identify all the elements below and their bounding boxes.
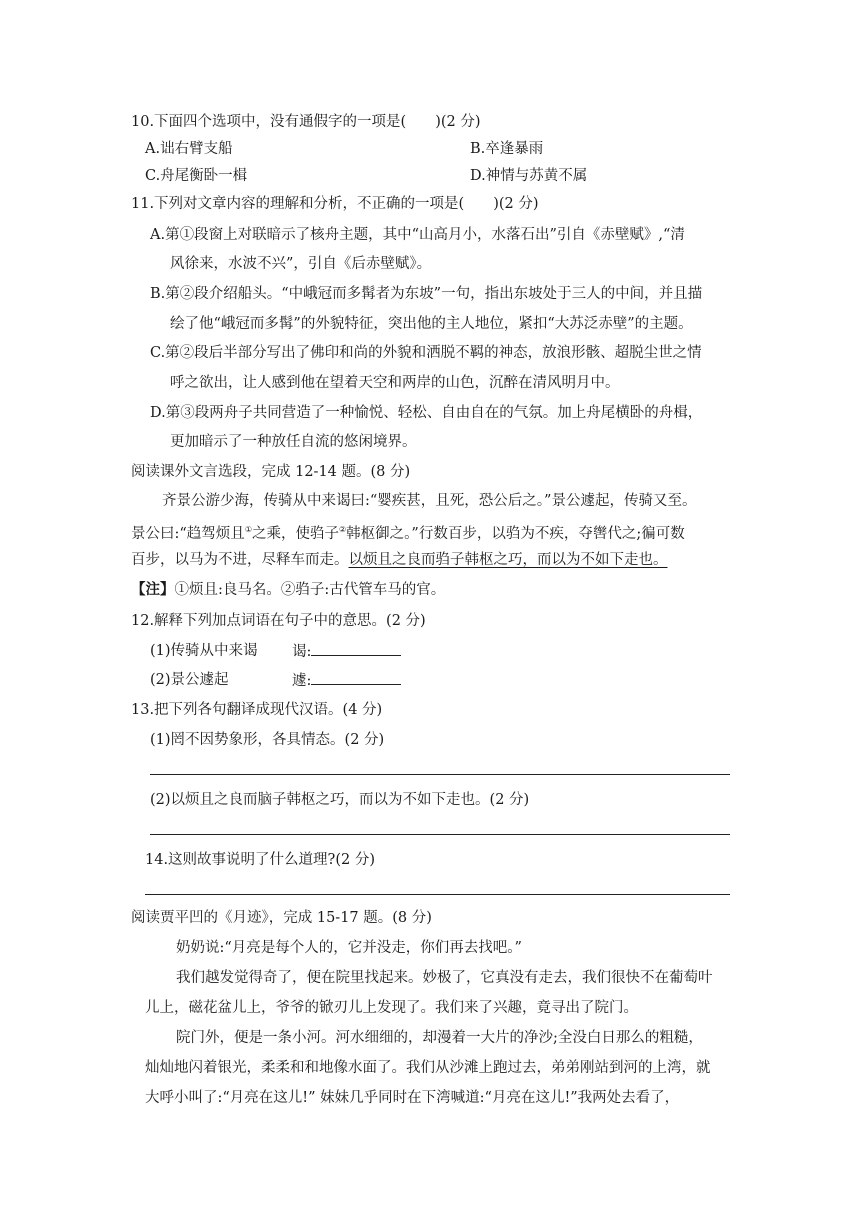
passage3-intro: 阅读贾平凹的《月迹》，完成 15-17 题。(8 分): [131, 910, 432, 926]
q12-answer1-blank[interactable]: [311, 641, 401, 656]
passage2-line2-part2: 之乘，使驺子: [251, 525, 339, 542]
q13-answer1-line[interactable]: [150, 774, 730, 775]
q10-stem: 10.下面四个选项中，没有通假字的一项是( )(2 分): [131, 114, 481, 130]
passage2-line2-part3: 韩枢御之。”行数百步，以驺为不疾，夺辔代之;徧可数: [346, 525, 685, 542]
q13-item1: (1)罔不因势象形，各具情态。(2 分): [150, 732, 385, 748]
q11-option-a-line1: A.第①段窗上对联暗示了核舟主题，其中“山高月小，水落石出”引自《赤壁赋》,“清: [150, 227, 685, 243]
footnote-mark-1: ①: [244, 525, 252, 534]
q14-answer-line[interactable]: [145, 894, 730, 895]
passage2-note: [131, 580, 445, 600]
q11-option-c-line1: C.第②段后半部分写出了佛印和尚的外貌和洒脱不羁的神态，放浪形骸、超脱尘世之情: [150, 345, 702, 361]
q12-item2: (2)景公遽起: [150, 672, 229, 688]
note-text: ①烦且:良马名。②驺子:古代管车马的官。: [174, 582, 446, 598]
q10-option-a: A.诎右臂支船: [145, 141, 233, 157]
passage3-p2-line2: 儿上，磁花盆儿上，爷爷的锨刃儿上发现了。我们来了兴趣，竟寻出了院门。: [145, 1000, 638, 1016]
passage3-p1: 奶奶说:“月亮是每个人的，它并没走，你们再去找吧。”: [176, 940, 522, 956]
q12-answer2-blank[interactable]: [311, 670, 401, 685]
passage2-intro: 阅读课外文言选段，完成 12-14 题。(8 分): [131, 464, 411, 480]
q13-answer2-line[interactable]: [150, 834, 730, 835]
note-label: 【注】: [131, 581, 175, 598]
q13-item2: (2)以烦且之良而脑子韩枢之巧，而以为不如下走也。(2 分): [150, 792, 530, 808]
passage2-line2-part1: 景公曰:“趋驾烦且: [131, 525, 245, 542]
passage3-p2-line1: 我们越发觉得奇了，便在院里找起来。妙极了，它真没有走去，我们很快不在葡萄叶: [176, 970, 713, 986]
passage2-line3-part1: 百步，以马为不进，尽释车而走。: [131, 552, 349, 568]
q11-option-d-line1: D.第③段两舟子共同营造了一种愉悦、轻松、自由自在的气氛。加上舟尾横卧的舟楫，: [150, 405, 703, 421]
q14-stem: 14.这则故事说明了什么道理?(2 分): [145, 852, 375, 868]
q13-stem: 13.把下列各句翻译成现代汉语。(4 分): [131, 702, 383, 718]
q12-item1: (1)传骑从中来谒: [150, 643, 258, 659]
passage3-p3-line1: 院门外，便是一条小河。河水细细的，却漫着一大片的净沙;全没白日那么的粗糙，: [176, 1030, 703, 1046]
passage3-p3-line2: 灿灿地闪着银光，柔柔和和地像水面了。我们从沙滩上跑过去，弟弟刚站到河的上湾，就: [145, 1060, 711, 1076]
q12-answer1: [292, 641, 401, 662]
q12-answer1-label: 谒:: [292, 644, 312, 660]
q10-option-d: D.神情与苏黄不属: [470, 168, 588, 184]
q11-stem: 11.下列对文章内容的理解和分析，不正确的一项是( )(2 分): [131, 196, 539, 212]
q11-option-b-line1: B.第②段介绍船头。“中峨冠而多髯者为东坡”一句，指出东坡处于三人的中间，并且描: [150, 286, 703, 302]
q10-option-c: C.舟尾衡卧一楫: [145, 168, 248, 184]
footnote-mark-2: ②: [338, 525, 347, 534]
q12-answer2-label: 遽:: [292, 673, 312, 689]
q12-answer2: [292, 670, 401, 691]
passage3-p3-line3: 大呼小叫了:“月亮在这儿!” 妹妹几乎同时在下湾喊道:“月亮在这儿!”我两处去看了，: [145, 1090, 680, 1106]
q11-option-b-line2: 绘了他“峨冠而多髯”的外貌特征，突出他的主人地位，紧扣“大苏泛赤壁”的主题。: [170, 316, 693, 332]
q11-option-d-line2: 更加暗示了一种放任自流的悠闲境界。: [170, 434, 417, 450]
passage2-line1: 齐景公游少海，传骑从中来谒曰:“婴疾甚，且死，恐公后之。”景公遽起，传骑又至。: [162, 493, 697, 509]
q10-option-b: B.卒逢暴雨: [470, 141, 544, 157]
q11-option-a-line2: 风徐来，水波不兴”，引自《后赤壁赋》。: [170, 256, 432, 272]
passage2-line3: [131, 550, 668, 570]
passage2-line2: [131, 520, 685, 544]
q11-option-c-line2: 呼之欲出，让人感到他在望着天空和两岸的山色，沉醉在清风明月中。: [170, 375, 620, 391]
q12-stem: 12.解释下列加点词语在句子中的意思。(2 分): [131, 613, 426, 629]
passage2-underlined-sentence: 以烦且之良而驺子韩枢之巧，而以为不如下走也。: [348, 552, 668, 568]
